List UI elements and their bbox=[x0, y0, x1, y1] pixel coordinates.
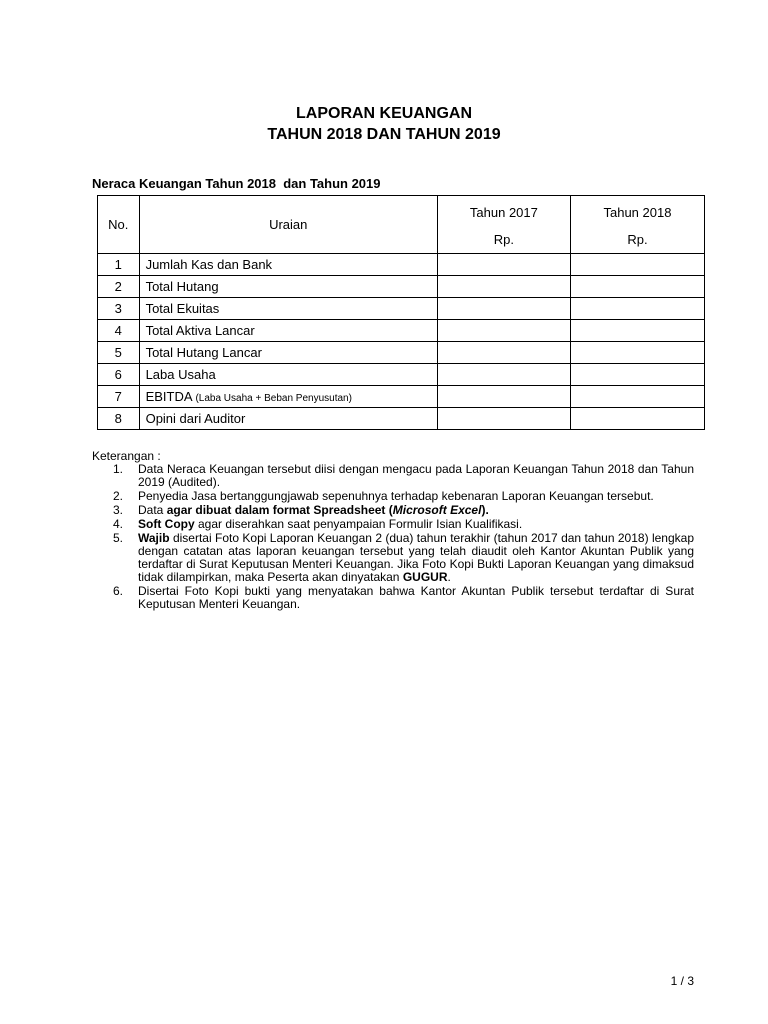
table-row bbox=[98, 408, 705, 430]
note-item bbox=[92, 585, 694, 611]
row-value-2018 bbox=[570, 408, 704, 430]
note-text: Soft Copy bbox=[138, 517, 195, 531]
row-number: 5 bbox=[98, 342, 140, 364]
note-number: 5. bbox=[113, 531, 124, 545]
note-text: agar dibuat dalam format Spreadsheet ( bbox=[166, 503, 393, 517]
row-value-2018 bbox=[570, 342, 704, 364]
row-value-2017 bbox=[437, 320, 570, 342]
row-value-2017 bbox=[437, 408, 570, 430]
table-row bbox=[98, 342, 705, 364]
header-year-2018-currency: Rp. bbox=[627, 231, 648, 247]
row-uraian bbox=[139, 364, 437, 386]
row-number: 6 bbox=[98, 364, 140, 386]
table-body bbox=[98, 254, 705, 430]
row-value-2017 bbox=[437, 276, 570, 298]
row-number: 1 bbox=[98, 254, 140, 276]
note-text: Wajib bbox=[138, 531, 170, 545]
header-year-2018 bbox=[570, 196, 704, 254]
row-uraian-label: Jumlah Kas dan Bank bbox=[145, 257, 273, 272]
note-number: 3. bbox=[113, 503, 124, 517]
row-number: 4 bbox=[98, 320, 140, 342]
row-value-2017 bbox=[437, 364, 570, 386]
row-value-2018 bbox=[570, 364, 704, 386]
row-uraian bbox=[139, 254, 437, 276]
row-value-2018 bbox=[570, 254, 704, 276]
table-row bbox=[98, 298, 705, 320]
header-year-2017 bbox=[437, 196, 570, 254]
row-value-2018 bbox=[570, 298, 704, 320]
row-uraian bbox=[139, 342, 437, 364]
note-text: agar diserahkan saat penyampaian Formulir Isian Kualifikasi. bbox=[194, 517, 523, 531]
row-value-2017 bbox=[437, 386, 570, 408]
row-uraian-label: Total Aktiva Lancar bbox=[145, 323, 255, 338]
row-uraian-label: Total Hutang bbox=[145, 279, 219, 294]
note-text: Penyedia Jasa bertanggungjawab sepenuhnya terhadap kebenaran Laporan Keuangan tersebut. bbox=[138, 489, 654, 503]
note-item bbox=[92, 532, 694, 584]
header-year-2017-currency: Rp. bbox=[493, 231, 514, 247]
notes-list bbox=[92, 463, 694, 612]
row-uraian-label: Laba Usaha bbox=[145, 367, 216, 382]
row-uraian bbox=[139, 408, 437, 430]
header-no: No. bbox=[98, 196, 140, 254]
note-number: 1. bbox=[113, 462, 124, 476]
note-text: GUGUR bbox=[402, 570, 448, 584]
row-uraian-note: (Laba Usaha + Beban Penyusutan) bbox=[195, 393, 352, 404]
table-header-row bbox=[98, 196, 705, 254]
note-item bbox=[92, 504, 694, 517]
note-text: disertai Foto Kopi Laporan Keuangan 2 (dua) tahun terakhir (tahun 2017 dan tahun 2018) lengkap dengan catatan atas laporan keuangan tersebut yang telah diaudit oleh Kantor Akuntan Publik yang terdaftar di Surat Keputusan Menteri Keuangan. Jika Foto Kopi Bukti Laporan Keuangan yang dimaksud tidak dilampirkan, maka Peserta akan dinyatakan bbox=[138, 531, 694, 584]
note-number: 6. bbox=[113, 584, 124, 598]
note-text: ). bbox=[481, 503, 489, 517]
note-item bbox=[92, 518, 694, 531]
row-number: 8 bbox=[98, 408, 140, 430]
note-number: 4. bbox=[113, 517, 124, 531]
header-year-2018-label: Tahun 2018 bbox=[603, 204, 672, 220]
row-number: 7 bbox=[98, 386, 140, 408]
notes-title: Keterangan : bbox=[92, 449, 161, 463]
header-uraian: Uraian bbox=[139, 196, 437, 254]
table-row bbox=[98, 254, 705, 276]
row-uraian bbox=[139, 320, 437, 342]
document-title-line-1: LAPORAN KEUANGAN bbox=[296, 105, 472, 122]
row-number: 3 bbox=[98, 298, 140, 320]
table-row bbox=[98, 276, 705, 298]
row-uraian-label: Total Ekuitas bbox=[145, 301, 220, 316]
note-text: . bbox=[447, 570, 451, 584]
table-row bbox=[98, 320, 705, 342]
note-text: Disertai Foto Kopi bukti yang menyatakan bahwa Kantor Akuntan Publik tersebut terdaftar di Surat Keputusan Menteri Keuangan. bbox=[138, 584, 694, 611]
row-value-2018 bbox=[570, 386, 704, 408]
row-uraian-label: EBITDA bbox=[145, 389, 196, 404]
row-value-2018 bbox=[570, 276, 704, 298]
row-uraian-label: Opini dari Auditor bbox=[145, 411, 246, 426]
financial-table bbox=[97, 195, 705, 430]
row-value-2017 bbox=[437, 342, 570, 364]
row-uraian-label: Total Hutang Lancar bbox=[145, 345, 262, 360]
document-title-line-2: TAHUN 2018 DAN TAHUN 2019 bbox=[267, 126, 501, 143]
row-number: 2 bbox=[98, 276, 140, 298]
note-item bbox=[92, 463, 694, 489]
row-uraian bbox=[139, 386, 437, 408]
note-text: Microsoft Excel bbox=[392, 503, 482, 517]
note-item bbox=[92, 490, 694, 503]
note-text: Data Neraca Keuangan tersebut diisi dengan mengacu pada Laporan Keuangan Tahun 2018 dan Tahun 2019 (Audited). bbox=[138, 462, 694, 489]
table-row bbox=[98, 364, 705, 386]
page-number: 1 / 3 bbox=[670, 974, 694, 988]
note-number: 2. bbox=[113, 489, 124, 503]
row-value-2017 bbox=[437, 298, 570, 320]
row-value-2017 bbox=[437, 254, 570, 276]
row-uraian bbox=[139, 276, 437, 298]
note-text: Data bbox=[138, 503, 167, 517]
section-heading: Neraca Keuangan Tahun 2018 dan Tahun 2019 bbox=[92, 176, 381, 191]
row-uraian bbox=[139, 298, 437, 320]
table-row bbox=[98, 386, 705, 408]
header-year-2017-label: Tahun 2017 bbox=[469, 204, 538, 220]
row-value-2018 bbox=[570, 320, 704, 342]
